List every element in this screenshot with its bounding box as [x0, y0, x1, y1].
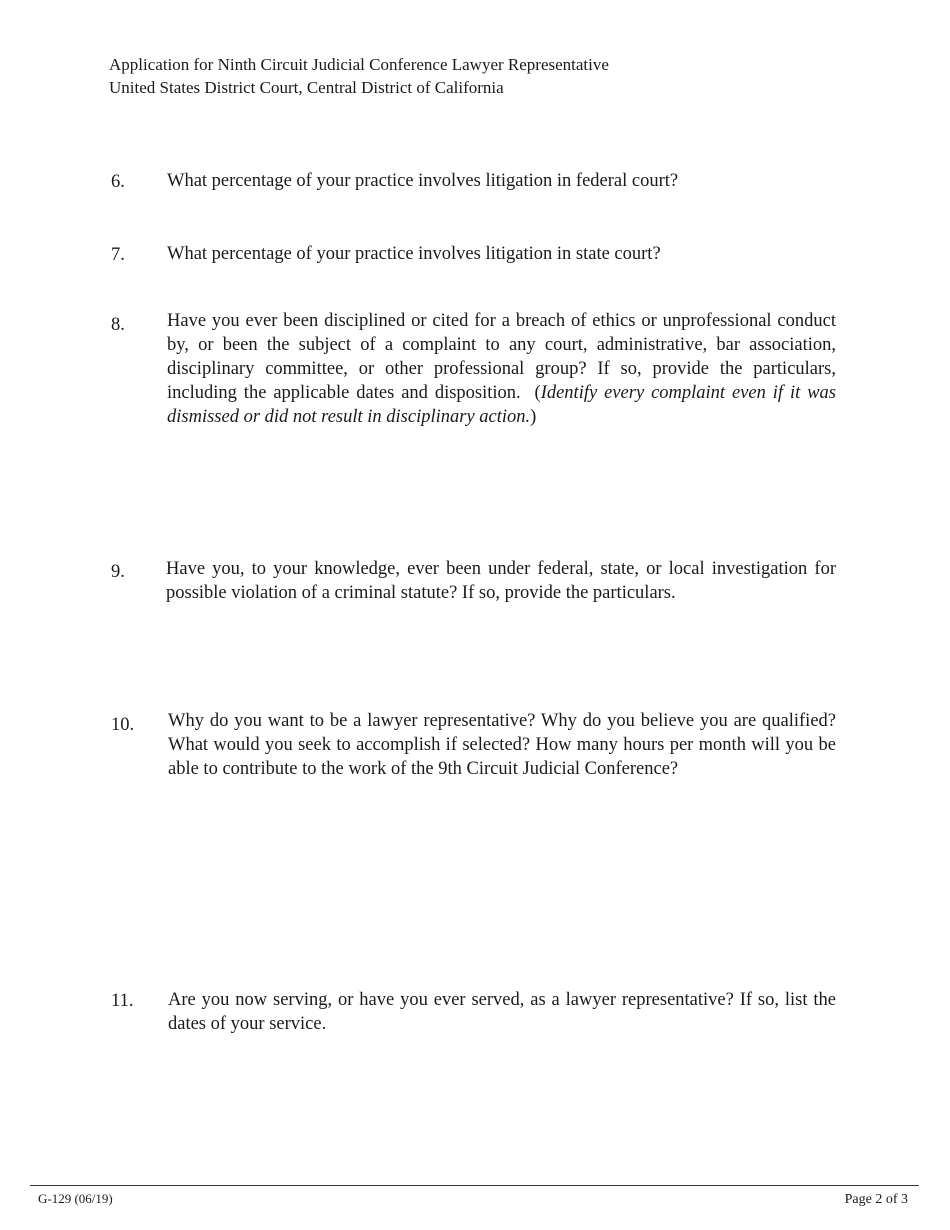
form-id: G-129 (06/19) — [38, 1191, 113, 1206]
question-number: 10. — [111, 715, 135, 735]
question-number: 8. — [111, 315, 125, 335]
question-number: 11. — [111, 991, 134, 1011]
question-text: Why do you want to be a lawyer representative? Why do you believe you are qualified? What would you seek to accomplish if selected? How many hours per month will you be able to contribute to the work of the 9th Circuit Judicial Conference? — [168, 711, 836, 779]
question-9 — [111, 557, 836, 605]
question-number: 7. — [111, 245, 125, 265]
question-note: Identify every complaint even if it was dismissed or did not result in disciplinary action. — [167, 383, 836, 427]
document-header — [109, 53, 609, 99]
question-10 — [111, 709, 836, 781]
question-8 — [111, 309, 836, 429]
question-text — [167, 309, 836, 429]
question-text: What percentage of your practice involves litigation in federal court? — [167, 171, 679, 191]
question-text: Are you now serving, or have you ever served, as a lawyer representative? If so, list the dates of your service. — [168, 990, 836, 1034]
header-title: Application for Ninth Circuit Judicial Conference Lawyer Representative — [109, 55, 609, 74]
question-text: Have you, to your knowledge, ever been under federal, state, or local investigation for possible violation of a criminal statute? If so, provide the particulars. — [166, 559, 836, 603]
question-text: What percentage of your practice involves litigation in state court? — [167, 244, 661, 264]
note-close-paren: ) — [530, 407, 537, 427]
question-number: 9. — [111, 562, 125, 582]
question-11 — [111, 988, 836, 1036]
header-court: United States District Court, Central District of California — [109, 78, 504, 97]
question-number: 6. — [111, 172, 125, 192]
question-7 — [111, 242, 836, 266]
note-open-paren: ( — [534, 383, 541, 403]
question-body: Have you ever been disciplined or cited for a breach of ethics or unprofessional conduct by, or been the subject of a complaint to any court, administrative, bar association, disciplinary committee, or other professional group? If so, provide the particulars, including the applicable dates and disposition. — [167, 311, 836, 403]
footer-divider — [30, 1185, 919, 1186]
question-6 — [111, 169, 836, 193]
page-number: Page 2 of 3 — [844, 1192, 908, 1207]
